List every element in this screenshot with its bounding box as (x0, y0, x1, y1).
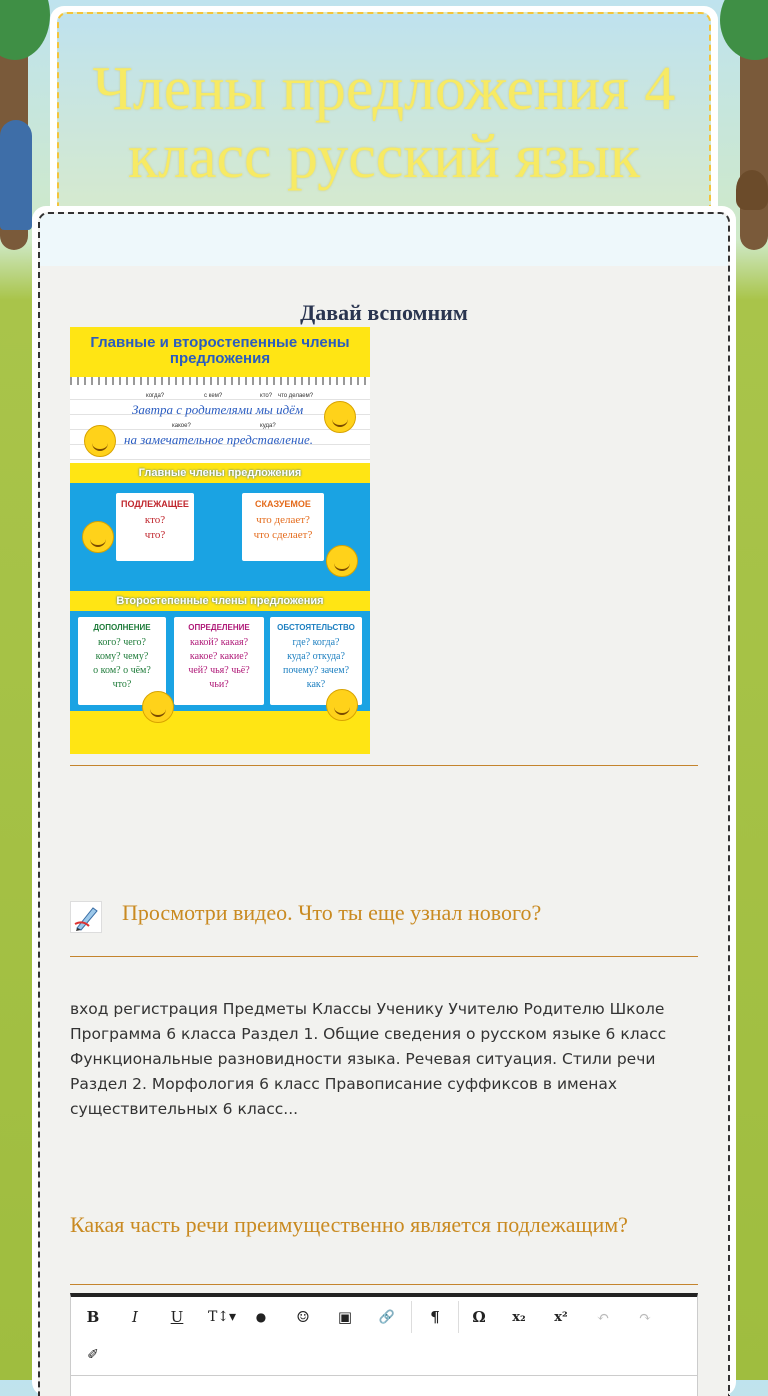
poster-title-band (70, 327, 370, 377)
underline-button[interactable]: U (161, 1303, 193, 1331)
video-description: вход регистрация Предметы Классы Ученику Учителю Родителю Школе Программа 6 класса Раздел 1. Общие сведения о русском языке 6 класс Функциональные разновидности языка. Речевая ситуация. Стили речи Раздел 2. Морфология 6 класс Правописание суффиксов в именах существительных 6 класс... (70, 1000, 667, 1118)
poster-attribute-box (174, 617, 264, 705)
poster-adverbial-label: ОБСТОЯТЕЛЬСТВО (277, 623, 355, 632)
smiley-icon (324, 401, 356, 433)
poster-predicate-question: что делает? (256, 514, 310, 526)
poster-predicate-box (242, 493, 324, 561)
poster-subject-label: ПОДЛЕЖАЩЕЕ (121, 499, 189, 509)
font-size-dropdown[interactable]: T↕▾ (203, 1303, 241, 1331)
poster-predicate-label: СКАЗУЕМОЕ (255, 499, 311, 509)
poster-object-question: что? (112, 679, 132, 690)
section-title: Давай вспомним (300, 300, 468, 325)
boy-character-decoration (0, 120, 32, 230)
poster-example-sentence (70, 385, 370, 463)
poster-sentence-line-1: Завтра с родителями мы идём (132, 402, 304, 417)
clear-format-icon[interactable]: ✐ (77, 1341, 109, 1369)
italic-button[interactable]: I (119, 1303, 151, 1331)
poster-adverbial-question: как? (306, 679, 326, 690)
foliage-decoration (720, 0, 768, 60)
answer-editor[interactable] (70, 1293, 698, 1396)
poster-attribute-question: какое? какие? (189, 651, 249, 662)
bold-button[interactable]: B (77, 1303, 109, 1331)
header-card (50, 6, 718, 232)
section-divider (70, 1284, 698, 1285)
worksheet-card (32, 206, 736, 1396)
smiley-icon (82, 521, 114, 553)
poster-question-label: когда? (146, 393, 165, 399)
emoji-icon[interactable]: ☺ (287, 1303, 319, 1331)
poster-object-question: кому? чему? (95, 651, 149, 662)
paragraph-icon[interactable]: ¶ (419, 1303, 451, 1331)
poster-adverbial-question: где? когда? (292, 637, 340, 648)
video-heading: Просмотри видео. Что ты еще узнал нового? (122, 900, 542, 925)
poster-attribute-question: какой? какая? (189, 637, 249, 648)
special-character-icon[interactable]: Ω (463, 1303, 495, 1331)
poster-object-label: ДОПОЛНЕНИЕ (93, 623, 151, 632)
poster-sentence-line-2: на замечательное представление. (124, 432, 313, 447)
poster-object-question: о ком? о чём? (93, 665, 151, 676)
poster-adverbial-question: куда? откуда? (287, 651, 345, 662)
foliage-decoration (0, 0, 50, 60)
worksheet-content (38, 212, 730, 1396)
text-color-icon[interactable]: ● (245, 1303, 277, 1331)
deer-character-decoration (736, 170, 768, 210)
link-icon[interactable]: 🔗 (371, 1303, 403, 1331)
page-title: Члены предложения 4 класс русский язык (92, 55, 676, 191)
poster-question-label: с кем? (204, 393, 223, 399)
header-banner (57, 12, 711, 226)
poster-bottom-band (70, 711, 370, 754)
sentence-members-poster (70, 327, 370, 754)
poster-title: Главные и второстепенные члены предложения (90, 334, 350, 367)
smiley-icon (84, 425, 116, 457)
poster-secondary-members-panel (70, 591, 370, 711)
undo-icon[interactable]: ↶ (587, 1303, 619, 1331)
image-icon[interactable]: ▣ (329, 1303, 361, 1331)
poster-subject-box (116, 493, 194, 561)
section-divider (70, 956, 698, 957)
video-pen-icon (70, 901, 102, 933)
poster-secondary-members-heading: Второстепенные члены предложения (116, 595, 324, 607)
superscript-button[interactable]: x² (545, 1303, 577, 1331)
redo-icon[interactable]: ↷ (629, 1303, 661, 1331)
poster-spiral (70, 377, 370, 385)
poster-object-question: кого? чего? (98, 637, 146, 648)
toolbar-separator (458, 1301, 459, 1333)
poster-main-members-heading: Главные члены предложения (138, 467, 302, 479)
worksheet-top-band (40, 214, 728, 266)
smiley-icon (326, 689, 358, 721)
editor-toolbar (71, 1297, 697, 1376)
poster-question-label: что делаем? (278, 393, 314, 399)
smiley-icon (326, 545, 358, 577)
toolbar-separator (411, 1301, 412, 1333)
poster-question-label: кто? (260, 393, 273, 399)
poster-main-members-panel (70, 463, 370, 593)
poster-adverbial-question: почему? зачем? (282, 665, 350, 676)
poster-subject-question: что? (144, 529, 166, 541)
poster-question-label: какое? (172, 423, 191, 429)
poster-subject-question: кто? (144, 514, 166, 526)
poster-attribute-question: чей? чья? чьё? (188, 665, 250, 676)
poster-attribute-label: ОПРЕДЕЛЕНИЕ (188, 623, 250, 632)
smiley-icon (142, 691, 174, 723)
question-text: Какая часть речи преимущественно является подлежащим? (70, 1212, 628, 1237)
poster-attribute-question: чьи? (209, 679, 229, 690)
poster-question-label: куда? (260, 423, 276, 429)
section-divider (70, 765, 698, 766)
subscript-button[interactable]: x₂ (503, 1303, 535, 1331)
poster-predicate-question: что сделает? (253, 529, 313, 541)
